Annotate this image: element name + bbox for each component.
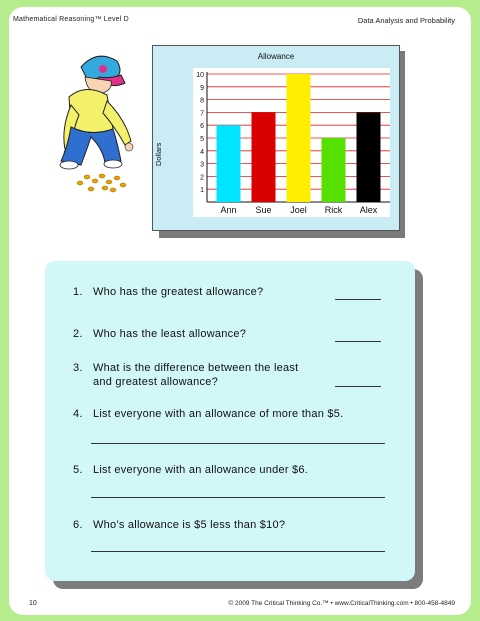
- chart-y-axis-label: Dollars: [154, 142, 163, 166]
- question-5: [73, 463, 308, 477]
- bar-alex: [357, 112, 381, 202]
- question-number: 2.: [73, 328, 83, 340]
- question-number: 5.: [73, 464, 83, 476]
- question-number: 1.: [73, 286, 83, 298]
- x-tick-label: Sue: [255, 205, 272, 215]
- worksheet-page: [9, 7, 471, 615]
- y-tick-label: 8: [200, 97, 204, 105]
- question-text: List everyone with an allowance under $6.: [93, 464, 309, 476]
- bar-rick: [322, 138, 346, 202]
- answer-blank-6[interactable]: [91, 551, 385, 552]
- question-text: List everyone with an allowance of more than $5.: [93, 408, 344, 420]
- bar-sue: [252, 112, 276, 202]
- chart-svg: [193, 68, 390, 217]
- x-tick-label: Alex: [359, 205, 378, 215]
- answer-blank-2[interactable]: [335, 341, 381, 342]
- y-tick-label: 5: [200, 136, 204, 143]
- y-tick-label: 7: [200, 110, 204, 118]
- answer-blank-5[interactable]: [91, 497, 385, 498]
- question-panel: [45, 261, 415, 581]
- chart-title: Allowance: [257, 52, 295, 61]
- question-4: [73, 407, 343, 421]
- question-number: 6.: [73, 519, 83, 531]
- x-tick-label: Joel: [290, 205, 307, 215]
- chart-plot-area: [193, 68, 390, 217]
- child-counting-coins-illustration: [47, 49, 147, 199]
- y-tick-label: 1: [200, 187, 204, 195]
- bar-ann: [217, 125, 241, 202]
- question-6: [73, 518, 285, 532]
- question-number: 3.: [73, 362, 83, 374]
- header-topic: Data Analysis and Probability: [357, 16, 455, 25]
- answer-blank-3[interactable]: [335, 386, 381, 387]
- question-3: [73, 361, 298, 389]
- question-number: 4.: [73, 408, 83, 420]
- y-tick-label: 6: [200, 123, 204, 131]
- question-text-line2: and greatest allowance?: [93, 376, 218, 388]
- answer-blank-1[interactable]: [335, 299, 381, 300]
- question-text: Who has the least allowance?: [93, 328, 247, 340]
- x-tick-label: Rick: [324, 205, 343, 215]
- page-number: 10: [29, 600, 37, 607]
- y-tick-label: 4: [200, 148, 204, 156]
- allowance-bar-chart: [152, 45, 400, 231]
- copyright-footer: © 2009 The Critical Thinking Co.™ • www.CriticalThinking.com • 800-458-4849: [228, 600, 455, 607]
- y-tick-label: 3: [200, 161, 204, 169]
- question-text: What is the difference between the least: [93, 362, 299, 374]
- header-series-title: Mathematical Reasoning™ Level D: [13, 16, 129, 23]
- y-tick-label: 2: [200, 174, 204, 182]
- bar-joel: [287, 74, 311, 202]
- question-text: Who has the greatest allowance?: [93, 286, 264, 298]
- question-text: Who’s allowance is $5 less than $10?: [93, 519, 286, 531]
- question-1: [73, 285, 263, 299]
- answer-blank-4[interactable]: [91, 443, 385, 444]
- y-tick-label: 9: [200, 84, 204, 92]
- x-tick-label: Ann: [220, 205, 237, 215]
- question-2: [73, 327, 246, 341]
- y-tick-label: 10: [196, 72, 204, 79]
